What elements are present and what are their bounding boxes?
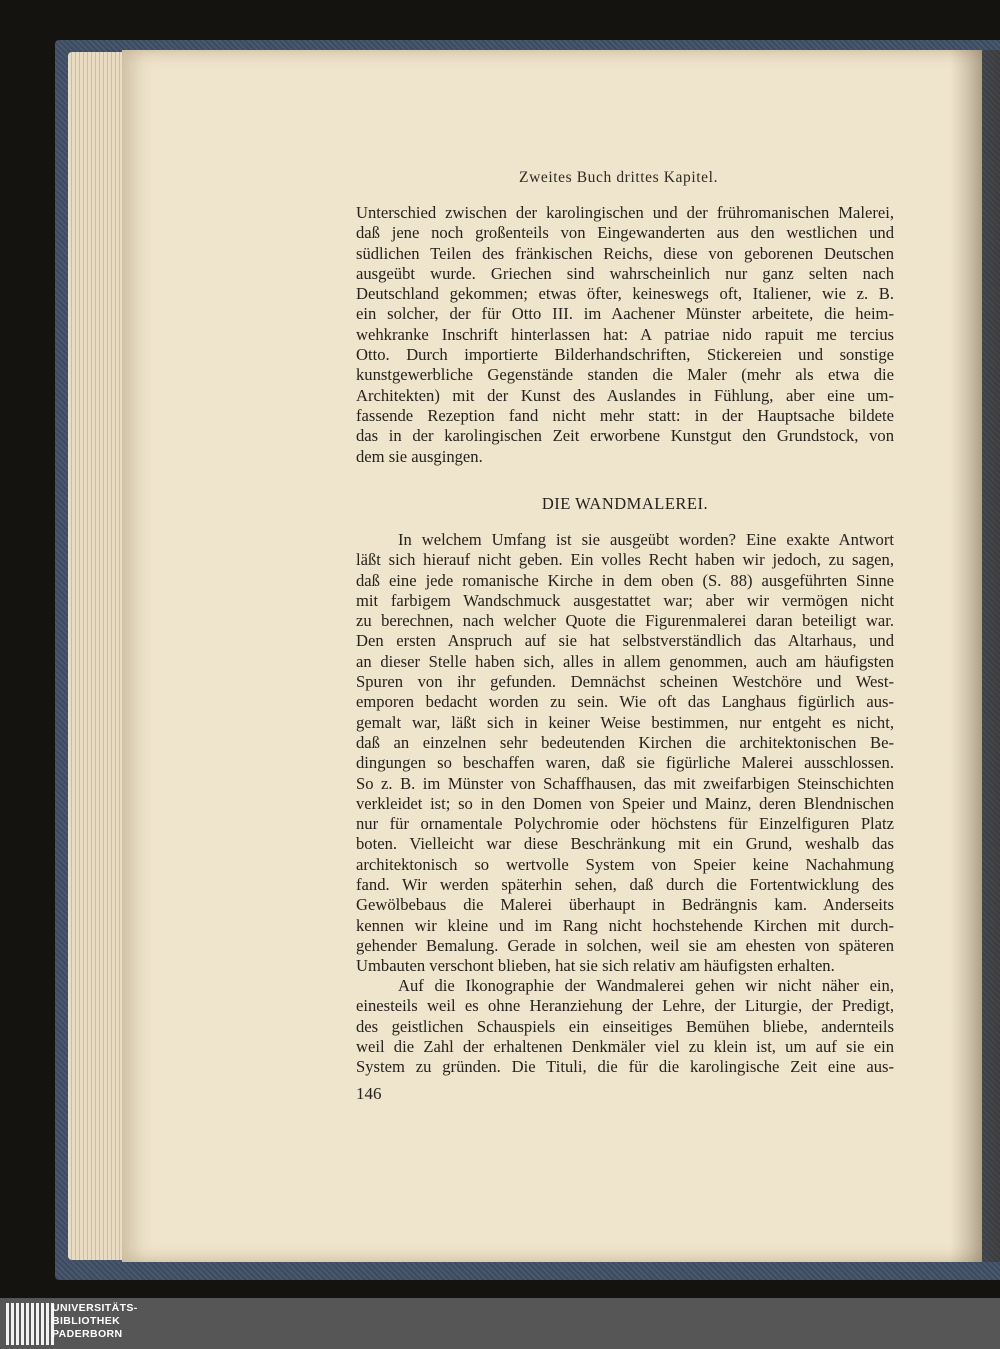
text-line: zu berechnen, nach welcher Quote die Figurenmalerei daran beteiligt war. (356, 611, 894, 631)
paragraph-3 (356, 976, 894, 1077)
logo-line: UNIVERSITÄTS- (52, 1302, 138, 1314)
text-line: Gewölbebaus die Malerei überhaupt in Bedrängnis kam. Anderseits (356, 895, 894, 915)
text-line: boten. Vielleicht war diese Beschränkung mit ein Grund, weshalb das (356, 834, 894, 854)
text-line: kunstgewerbliche Gegenstände standen die Maler (mehr als etwa die (356, 365, 894, 385)
text-line: dem sie ausgingen. (356, 446, 483, 466)
library-logo-text (52, 1302, 138, 1341)
page-number: 146 (356, 1084, 382, 1103)
text-line: gemalt war, läßt sich in keiner Weise bestimmen, nur entgeht es nicht, (356, 712, 894, 732)
text-line: Auf die Ikonographie der Wandmalerei gehen wir nicht näher ein, (398, 976, 894, 995)
text-line: In welchem Umfang ist sie ausgeübt worden? Eine exakte Antwort (398, 530, 894, 549)
text-line: fassende Rezeption fand nicht mehr statt: in der Hauptsache bildete (356, 405, 894, 425)
gutter-shadow (950, 50, 1000, 1262)
text-line: Den ersten Anspruch auf sie hat selbstverständlich das Altarhaus, und (356, 631, 894, 651)
text-line: System zu gründen. Die Tituli, die für die karolingische Zeit eine aus- (356, 1057, 894, 1077)
paragraph-1 (356, 203, 894, 467)
text-line: an dieser Stelle haben sich, alles in allem genommen, auch am häufigsten (356, 651, 894, 671)
text-line: Deutschland gekommen; etwas öfter, keineswegs oft, Italiener, wie z. B. (356, 284, 894, 304)
running-head: Zweites Buch drittes Kapitel. (519, 169, 719, 186)
text-line: daß an einzelnen sehr bedeutenden Kirchen die architektonischen Be- (356, 732, 894, 752)
text-line: Spuren von ihr gefunden. Demnächst scheinen Westchöre und West- (356, 672, 894, 692)
text-line: läßt sich hierauf nicht geben. Ein volles Recht haben wir jedoch, zu sagen, (356, 550, 894, 570)
text-line: architektonisch so wertvolle System von Speier keine Nachahmung (356, 854, 894, 874)
text-line: mit farbigem Wandschmuck ausgestattet war; aber wir vermögen nicht (356, 590, 894, 610)
text-line: verkleidet ist; so in den Domen von Speier und Mainz, deren Blendnischen (356, 793, 894, 813)
library-logo-icon (6, 1303, 54, 1345)
section-heading: DIE WANDMALEREI. (541, 494, 709, 513)
text-line: nur für ornamentale Polychromie oder höchstens für Einzelfiguren Platz (356, 814, 894, 834)
text-line: daß eine jede romanische Kirche in dem oben (S. 88) ausgeführten Sinne (356, 570, 894, 590)
text-line: ein solcher, der für Otto III. im Aachener Münster arbeitete, die heim- (356, 304, 894, 324)
text-line: des geistlichen Schauspiels ein einseitiges Bemühen bliebe, andernteils (356, 1016, 894, 1036)
text-line: Architekten) mit der Kunst des Auslandes in Fühlung, aber eine um- (356, 385, 894, 405)
text-line: kennen wir kleine und im Rang nicht hochstehende Kirchen mit durch- (356, 915, 894, 935)
logo-line: PADERBORN (52, 1328, 123, 1340)
text-line: wehkranke Inschrift hinterlassen hat: A patriae nido rapuit me tercius (356, 324, 894, 344)
footer-bar (0, 1298, 1000, 1349)
paragraph-2 (356, 530, 894, 977)
text-line: ausgeübt wurde. Griechen sind wahrscheinlich nur ganz selten nach (356, 263, 894, 283)
text-line: gehender Bemalung. Gerade in solchen, weil sie am ehesten von späteren (356, 935, 894, 955)
text-line: daß jene noch großenteils von Eingewanderten aus den westlichen und (356, 223, 894, 243)
text-line: das in der karolingischen Zeit erworbene Kunstgut den Grundstock, von (356, 426, 894, 446)
text-line: einesteils weil es ohne Heranziehung der Lehre, der Liturgie, der Predigt, (356, 996, 894, 1016)
logo-line: BIBLIOTHEK (52, 1315, 121, 1327)
text-line: Umbauten verschont blieben, hat sie sich relativ am häufigsten erhalten. (356, 956, 835, 976)
text-line: Unterschied zwischen der karolingischen und der frühromanischen Malerei, (356, 203, 894, 222)
text-line: Otto. Durch importierte Bilderhandschriften, Stickereien und sonstige (356, 345, 894, 365)
text-line: weil die Zahl der erhaltenen Denkmäler viel zu klein ist, um auf sie ein (356, 1036, 894, 1056)
text-line: südlichen Teilen des fränkischen Reichs, diese von geborenen Deutschen (356, 243, 894, 263)
text-line: So z. B. im Münster von Schaffhausen, das mit zweifarbigen Steinschichten (356, 773, 894, 793)
text-line: emporen bedacht worden zu sein. Wie oft das Langhaus figürlich aus- (356, 692, 894, 712)
text-line: dingungen so beschaffen waren, daß sie figürliche Malerei ausschlossen. (356, 753, 894, 773)
text-line: fand. Wir werden späterhin sehen, daß durch die Fortentwicklung des (356, 875, 894, 895)
